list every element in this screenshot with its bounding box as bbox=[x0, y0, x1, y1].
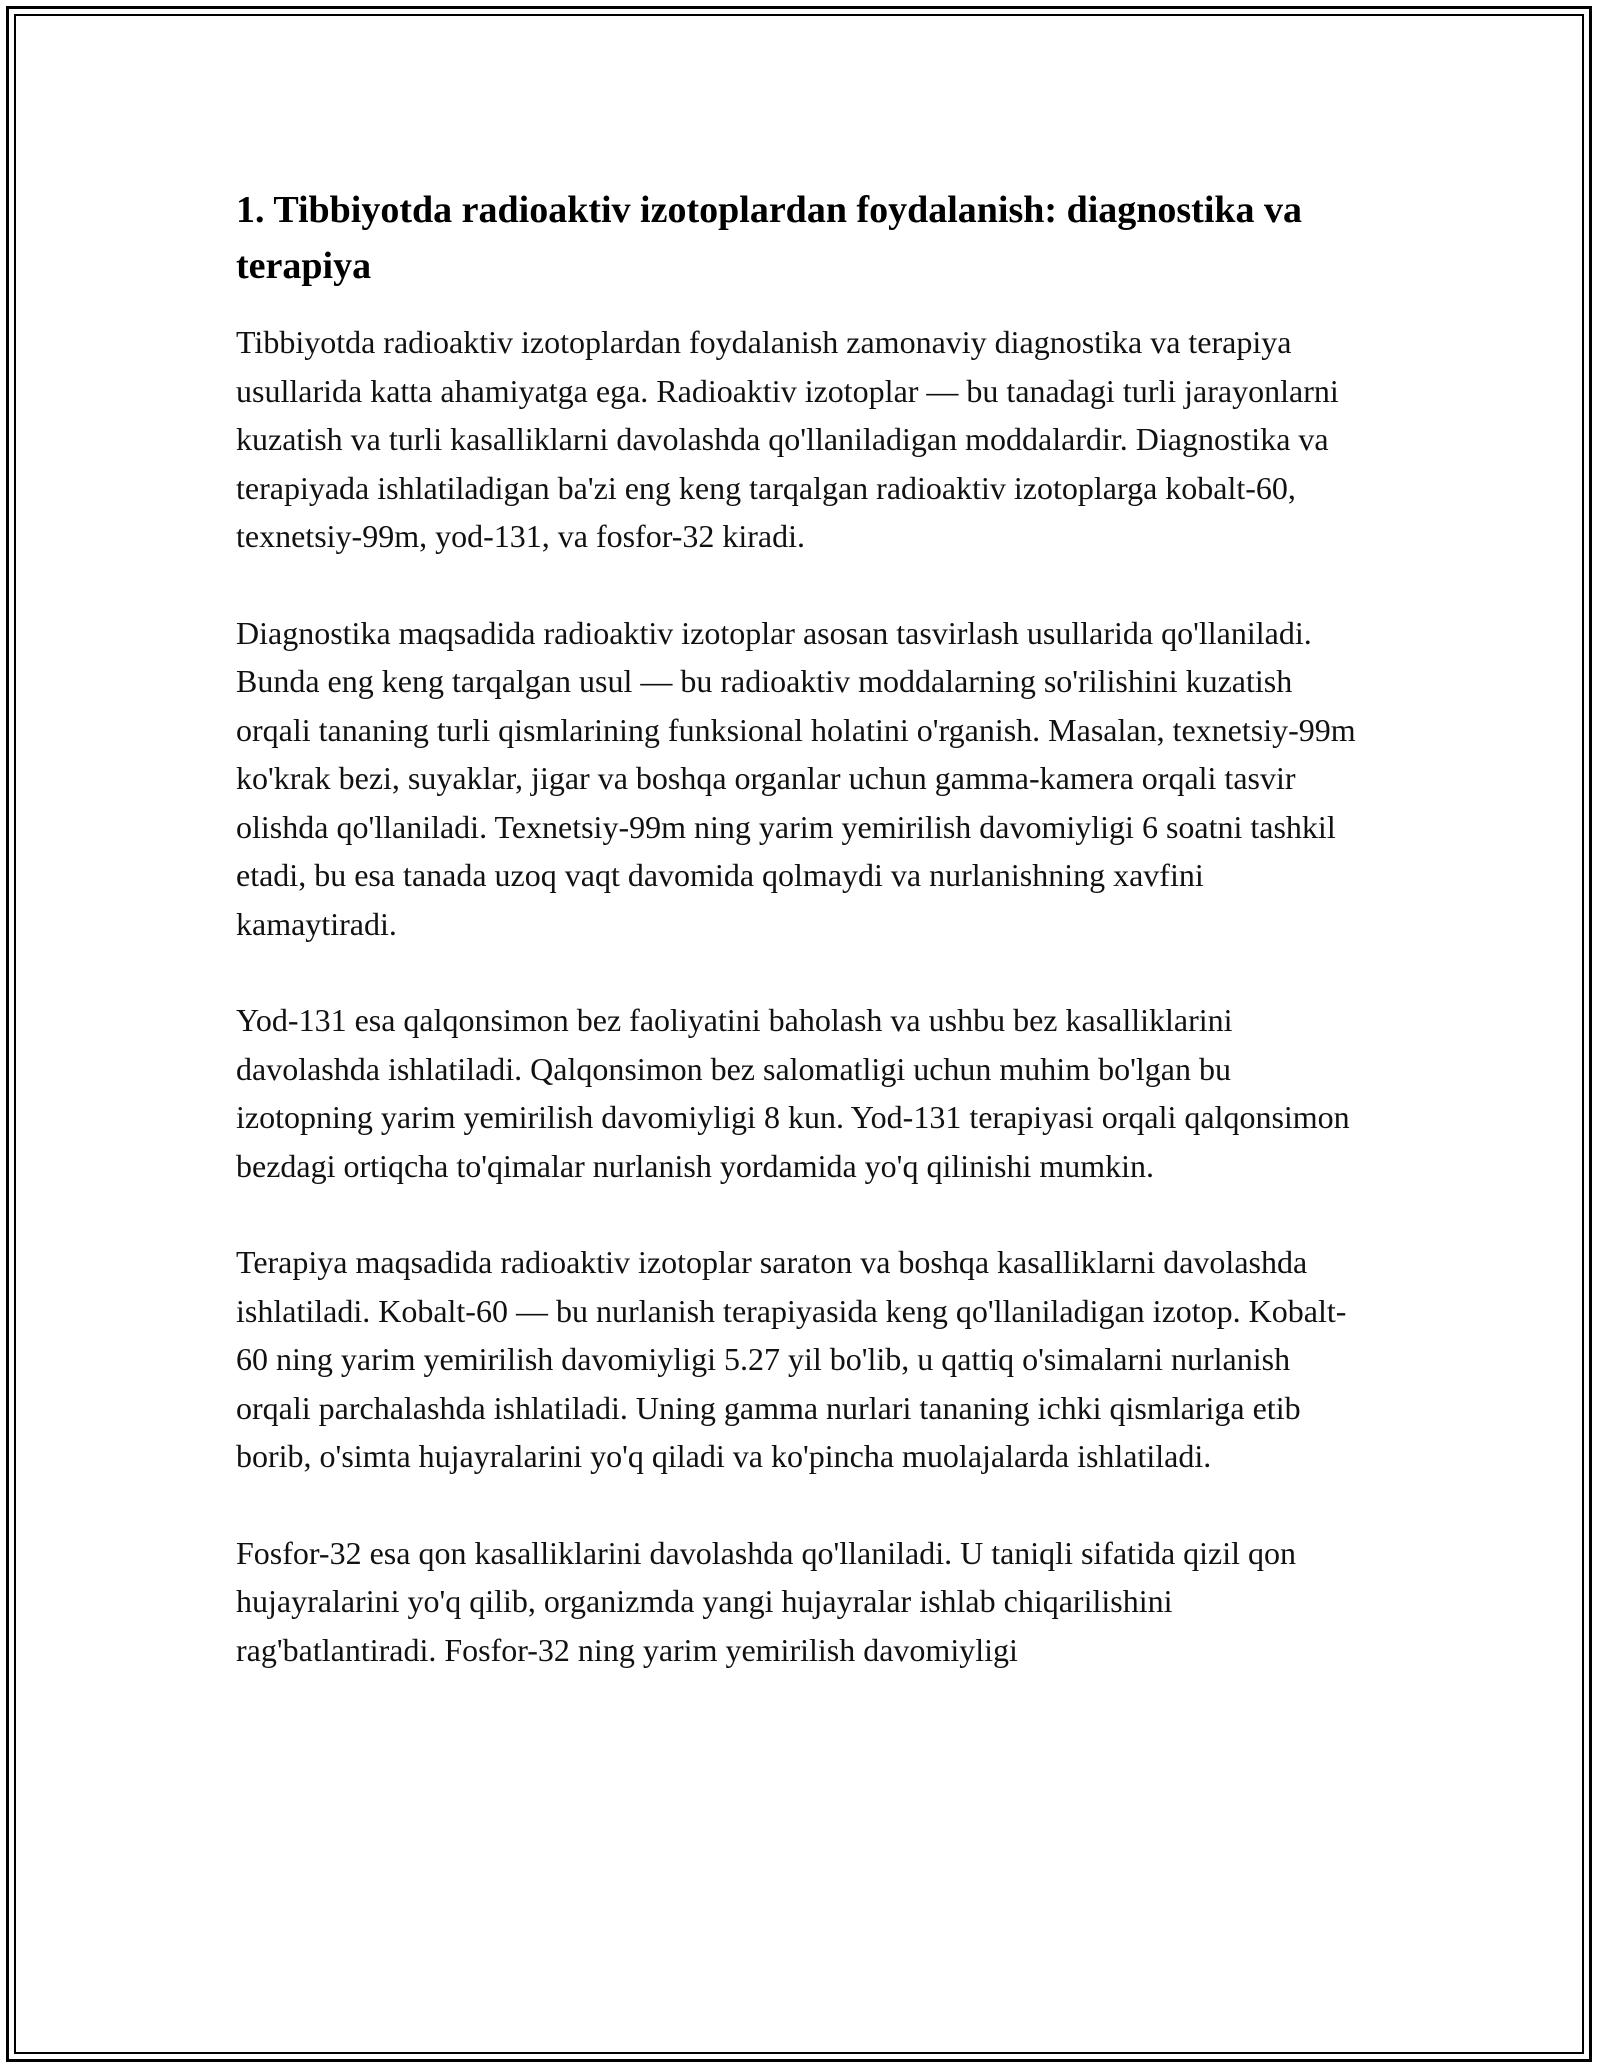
paragraph-phosphorus: Fosfor-32 esa qon kasalliklarini davolashda qo'llaniladi. U taniqli sifatida qizil qon hujayralarini yo'q qilib, organizmda yangi hujayralar ishlab chiqarilishini rag'batlantiradi. Fosfor-32 ning yarim yemirilish davomiyligi bbox=[236, 1534, 1297, 1668]
paragraph-iodine: Yod-131 esa qalqonsimon bez faoliyatini baholash va ushbu bez kasalliklarini davolashda ishlatiladi. Qalqonsimon bez salomatligi uchun muhim bo'lgan bu izotopning yarim yemirilish davomiyligi 8 kun. Yod-131 terapiyasi orqali qalqonsimon bezdagi ortiqcha to'qimalar nurlanish yordamida yo'q qilinishi mumkin. bbox=[236, 1002, 1350, 1184]
paragraph-therapy: Terapiya maqsadida radioaktiv izotoplar saraton va boshqa kasalliklarni davolashda ishlatiladi. Kobalt-60 — bu nurlanish terapiyasida keng qo'llaniladigan izotop. Kobalt-60 ning yarim yemirilish davomiyligi 5.27 yil bo'lib, u qattiq o'simalarni nurlanish orqali parchalashda ishlatiladi. Uning gamma nurlari tananing ichki qismlariga etib borib, o'simta hujayralarini yo'q qiladi va ko'pincha muolajalarda ishlatiladi. bbox=[236, 1244, 1347, 1474]
section-heading: 1. Tibbiyotda radioaktiv izotoplardan foydalanish: diagnostika va terapiya bbox=[236, 189, 1303, 287]
paragraph-diagnostics: Diagnostika maqsadida radioaktiv izotoplar asosan tasvirlash usullarida qo'llaniladi. Bunda eng keng tarqalgan usul — bu radioaktiv moddalarning so'rilishini kuzatish orqali tananing turli qismlarining funksional holatini o'rganish. Masalan, texnetsiy-99m ko'krak bezi, suyaklar, jigar va boshqa organlar uchun gamma-kamera orqali tasvir olishda qo'llaniladi. Texnetsiy-99m ning yarim yemirilish davomiyligi 6 soatni tashkil etadi, bu esa tanada uzoq vaqt davomida qolmaydi va nurlanishning xavfini kamaytiradi. bbox=[236, 614, 1356, 942]
paragraph-intro: Tibbiyotda radioaktiv izotoplardan foydalanish zamonaviy diagnostika va terapiya usullarida katta ahamiyatga ega. Radioaktiv izotoplar — bu tanadagi turli jarayonlarni kuzatish va turli kasalliklarni davolashda qo'llaniladigan moddalardir. Diagnostika va terapiyada ishlatiladigan ba'zi eng keng tarqalgan radioaktiv izotoplarga kobalt-60, texnetsiy-99m, yod-131, va fosfor-32 kiradi. bbox=[236, 324, 1339, 554]
document-body bbox=[236, 182, 1364, 1722]
